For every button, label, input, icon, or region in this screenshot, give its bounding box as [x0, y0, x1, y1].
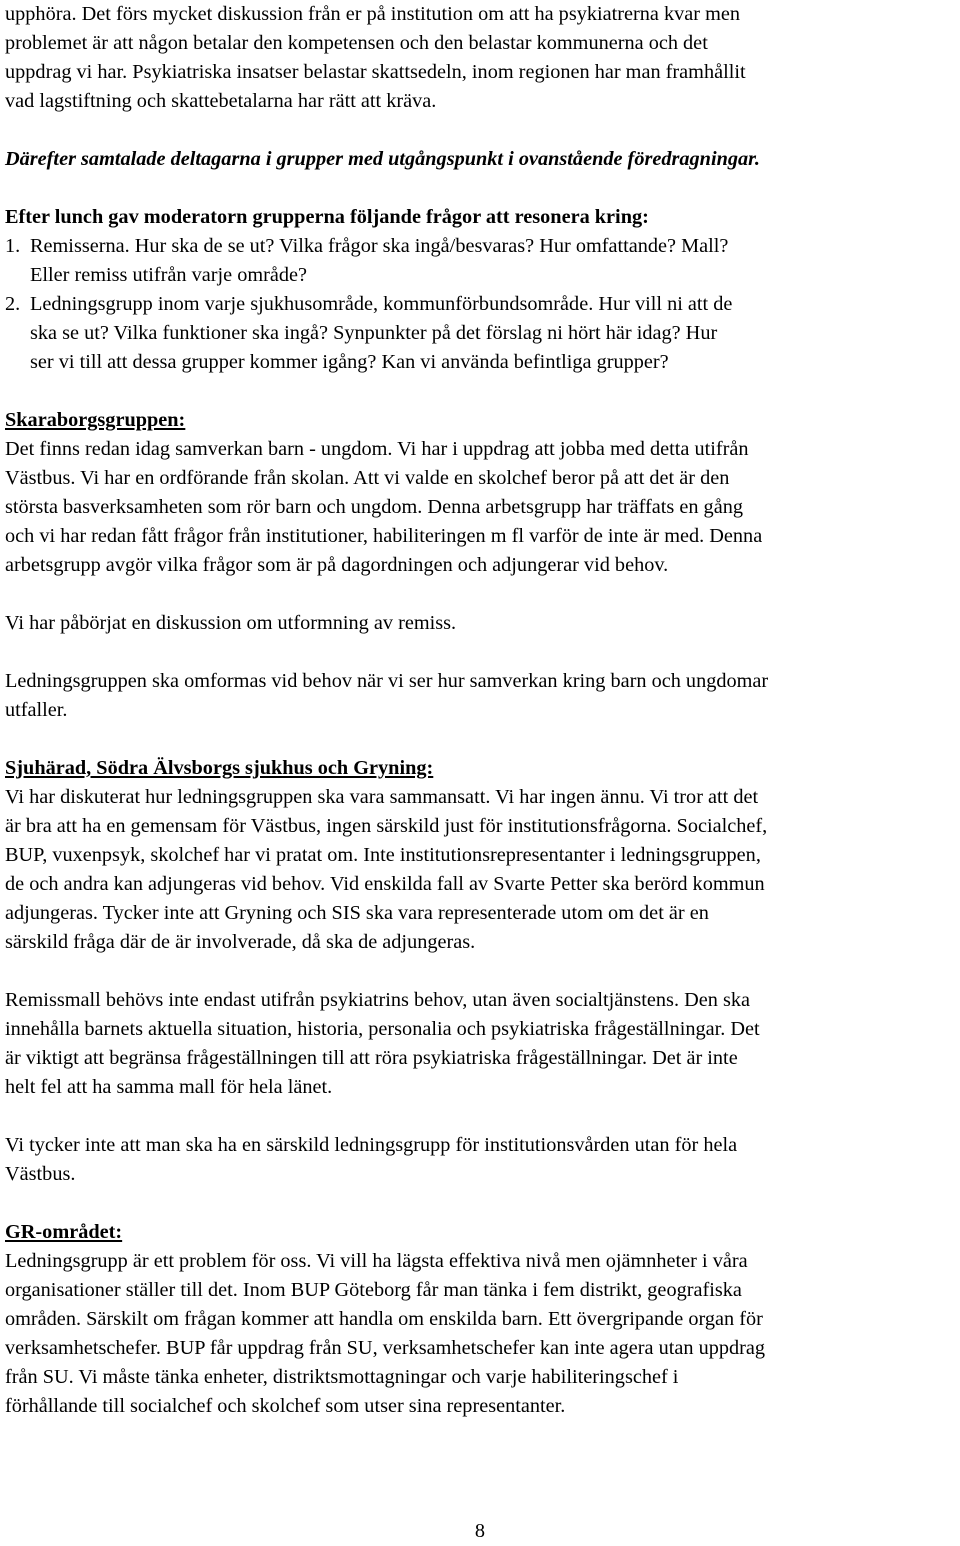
text-line: Västbus. Vi har en ordförande från skolan. Att vi valde en skolchef beror på att det är den	[5, 467, 730, 489]
text-line: arbetsgrupp avgör vilka frågor som är på dagordningen och adjungerar vid behov.	[5, 554, 669, 576]
gr-section	[5, 1218, 955, 1421]
group-discussion-statement: Därefter samtalade deltagarna i grupper med utgångspunkt i ovanstående föredragningar.	[5, 148, 760, 170]
text-line: vad lagstiftning och skattebetalarna har rätt att kräva.	[5, 90, 437, 112]
text-line: helt fel att ha samma mall för hela länet.	[5, 1076, 333, 1098]
page-number: 8	[474, 1520, 486, 1542]
text-line: Ledningsgrupp inom varje sjukhusområde, kommunförbundsområde. Hur vill ni att de	[30, 293, 733, 315]
paragraph	[5, 667, 955, 725]
text-line: Remisserna. Hur ska de se ut? Vilka frågor ska ingå/besvaras? Hur omfattande? Mall?	[30, 235, 729, 257]
text-line: förhållande till socialchef och skolchef som utser sina representanter.	[5, 1395, 566, 1417]
text-line: upphöra. Det förs mycket diskussion från er på institution om att ha psykiatrerna kvar men	[5, 3, 741, 25]
text-line: innehålla barnets aktuella situation, historia, personalia och psykiatriska frågeställningar. Det	[5, 1018, 760, 1040]
text-line: är bra att ha en gemensam för Västbus, ingen särskild just för institutionsfrågorna. Socialchef,	[5, 815, 768, 837]
text-line: Västbus.	[5, 1163, 76, 1185]
paragraph	[5, 435, 955, 580]
text-line: största basverksamheten som rör barn och ungdom. Denna arbetsgrupp har träffats en gång	[5, 496, 743, 518]
skaraborg-section	[5, 406, 955, 725]
text-line: områden. Särskilt om frågan kommer att handla om enskilda barn. Ett övergripande organ för	[5, 1308, 763, 1330]
paragraph	[5, 783, 955, 957]
paragraph	[5, 609, 955, 638]
questions-list	[5, 232, 955, 377]
text-line: verksamhetschefer. BUP får uppdrag från SU, verksamhetschefer kan inte agera utan uppdrag	[5, 1337, 766, 1359]
text-line: ser vi till att dessa grupper kommer igång? Kan vi använda befintliga grupper?	[30, 351, 669, 373]
text-line: de och andra kan adjungeras vid behov. Vid enskilda fall av Svarte Petter ska berörd kommun	[5, 873, 765, 895]
sjuharad-section	[5, 754, 955, 1189]
section-heading: GR-området:	[5, 1221, 123, 1243]
text-line: organisationer ställer till det. Inom BUP Göteborg får man tänka i fem distrikt, geografiska	[5, 1279, 742, 1301]
paragraph	[5, 1247, 955, 1421]
text-line: BUP, vuxenpsyk, skolchef har vi pratat om. Inte institutionsrepresentanter i ledningsgruppen,	[5, 844, 761, 866]
text-line: och vi har redan fått frågor från institutioner, habiliteringen m fl varför de inte är med. Denna	[5, 525, 763, 547]
document-page	[5, 0, 955, 1421]
paragraph	[5, 1131, 955, 1189]
question-number: 2.	[5, 293, 21, 315]
text-line: Ledningsgrupp är ett problem för oss. Vi vill ha lägsta effektiva nivå men ojämnheter i våra	[5, 1250, 748, 1272]
text-line: Vi har diskuterat hur ledningsgruppen ska vara sammansatt. Vi har ingen ännu. Vi tror att det	[5, 786, 759, 808]
text-line: Det finns redan idag samverkan barn - ungdom. Vi har i uppdrag att jobba med detta utifrån	[5, 438, 749, 460]
questions-heading: Efter lunch gav moderatorn grupperna följande frågor att resonera kring:	[5, 206, 649, 228]
text-line: uppdrag vi har. Psykiatriska insatser belastar skattsedeln, inom regionen har man framhållit	[5, 61, 746, 83]
text-line: ska se ut? Vilka funktioner ska ingå? Synpunkter på det förslag ni hört här idag? Hur	[30, 322, 718, 344]
text-line: adjungeras. Tycker inte att Gryning och SIS ska vara representerade utom om det är en	[5, 902, 709, 924]
text-line: problemet är att någon betalar den kompetensen och den belastar kommunerna och det	[5, 32, 708, 54]
text-line: Vi har påbörjat en diskussion om utformning av remiss.	[5, 612, 457, 634]
paragraph	[5, 986, 955, 1102]
text-line: Vi tycker inte att man ska ha en särskild ledningsgrupp för institutionsvården utan för hela	[5, 1134, 738, 1156]
question-number: 1.	[5, 235, 21, 257]
text-line: Remissmall behövs inte endast utifrån psykiatrins behov, utan även socialtjänstens. Den ska	[5, 989, 750, 1011]
section-heading: Sjuhärad, Södra Älvsborgs sjukhus och Gryning:	[5, 757, 434, 779]
text-line: särskild fråga där de är involverade, då ska de adjungeras.	[5, 931, 476, 953]
text-line: Eller remiss utifrån varje område?	[30, 264, 308, 286]
question-item	[5, 290, 955, 377]
text-line: utfaller.	[5, 699, 68, 721]
text-line: Ledningsgruppen ska omformas vid behov när vi ser hur samverkan kring barn och ungdomar	[5, 670, 769, 692]
text-line: från SU. Vi måste tänka enheter, distriktsmottagningar och varje habiliteringschef i	[5, 1366, 679, 1388]
question-item	[5, 232, 955, 290]
intro-paragraph	[5, 0, 955, 116]
section-heading: Skaraborgsgruppen:	[5, 409, 186, 431]
text-line: är viktigt att begränsa frågeställningen till att röra psykiatriska frågeställningar. Det är inte	[5, 1047, 738, 1069]
